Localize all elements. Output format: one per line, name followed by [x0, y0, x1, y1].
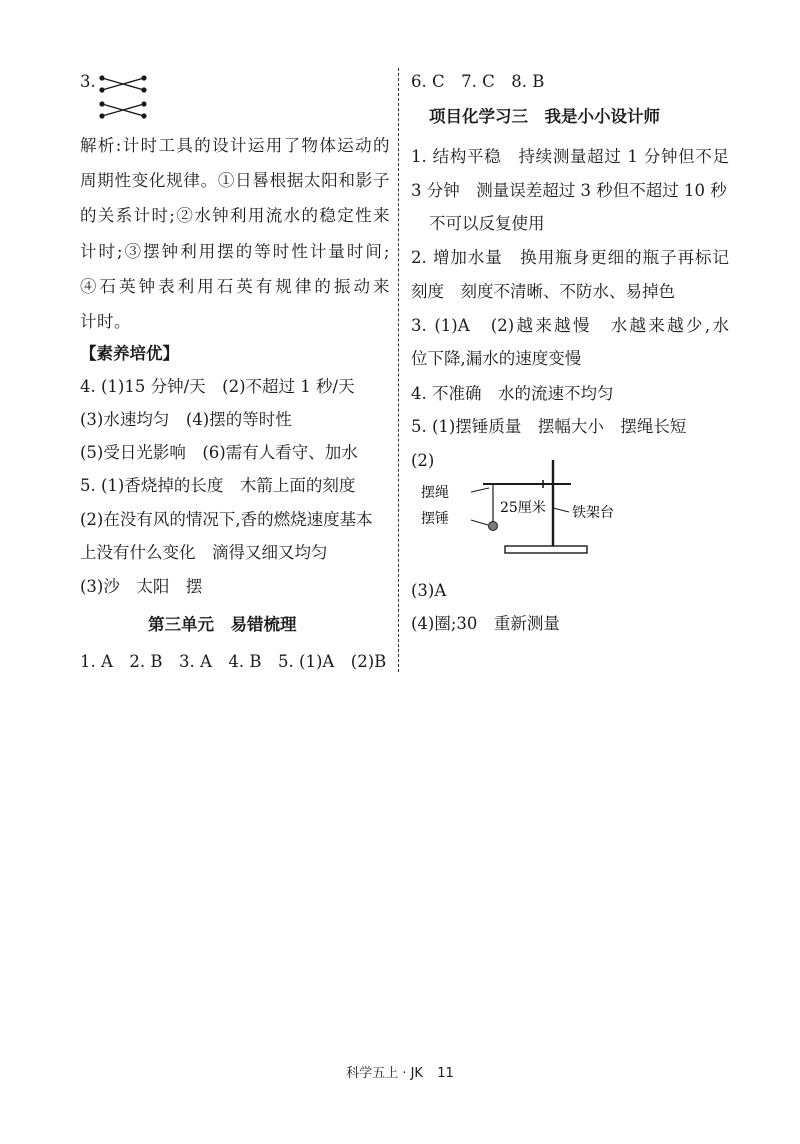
answer-line: 5. (1)摆锤质量 摆幅大小 摆绳长短	[411, 417, 687, 436]
match-dot	[141, 75, 146, 80]
label-length: 25厘米	[500, 500, 546, 516]
answer-line: 3 分钟 测量误差超过 3 秒但不超过 10 秒	[411, 181, 727, 200]
pendulum-diagram	[421, 454, 671, 564]
match-dot	[141, 101, 146, 106]
page-footer	[0, 1062, 800, 1081]
answer-line: 1. 结构平稳 持续测量超过 1 分钟但不足	[411, 147, 729, 166]
answer-line: (2)在没有风的情况下,香的燃烧速度基本	[80, 510, 373, 529]
label-rope: 摆绳	[421, 485, 449, 501]
answer-line: (3)沙 太阳 摆	[80, 577, 203, 596]
match-dot	[99, 87, 104, 92]
answer-line: (3)水速均匀 (4)摆的等时性	[80, 410, 292, 429]
answer-line: 位下降,漏水的速度变慢	[411, 349, 582, 368]
answer-line: 刻度 刻度不清晰、不防水、易掉色	[411, 282, 675, 301]
answer-line: (2)	[411, 451, 435, 470]
answer-line: 不可以反复使用	[429, 214, 545, 233]
analysis-line: ④石英钟表利用石英有规律的振动来	[80, 277, 390, 296]
answer-line: 6. C 7. C 8. B	[411, 72, 545, 91]
page-number: 11	[437, 1066, 454, 1081]
answer-line: 3. (1)A (2)越来越慢 水越来越少,水	[411, 316, 729, 335]
answer-line: 上没有什么变化 滴得又细又均匀	[80, 543, 328, 562]
answer-line: 4. 不准确 水的流速不均匀	[411, 384, 614, 403]
column-divider	[398, 68, 399, 672]
match-dot	[99, 113, 104, 118]
label-stand: 铁架台	[572, 505, 614, 521]
analysis-line: 解析:计时工具的设计运用了物体运动的	[80, 136, 390, 155]
answer-line: (3)A	[411, 581, 447, 600]
leader-line-bob	[471, 520, 488, 525]
project-heading: 项目化学习三 我是小小设计师	[429, 107, 660, 126]
section-title-suyang: 【素养培优】	[80, 344, 179, 363]
analysis-line: 的关系计时;②水钟利用流水的稳定性来	[80, 206, 390, 225]
label-bob: 摆锤	[421, 511, 449, 527]
leader-line-rope	[471, 488, 489, 492]
analysis-line: 计时;③摆钟利用摆的等时性计量时间;	[80, 242, 390, 261]
answer-line: 1. A 2. B 3. A 4. B 5. (1)A (2)B	[80, 652, 387, 671]
question-3-number: 3.	[80, 72, 96, 91]
answer-line: 4. (1)15 分钟/天 (2)不超过 1 秒/天	[80, 377, 355, 396]
leader-line-stand	[553, 508, 569, 512]
answer-line: (5)受日光影响 (6)需有人看守、加水	[80, 443, 358, 462]
unit-heading: 第三单元 易错梳理	[148, 615, 297, 634]
analysis-line: 周期性变化规律。①日晷根据太阳和影子	[80, 171, 390, 190]
answer-line: 5. (1)香烧掉的长度 木箭上面的刻度	[80, 476, 356, 495]
matching-diagram	[94, 68, 154, 120]
answer-line: 2. 增加水量 换用瓶身更细的瓶子再标记	[411, 248, 729, 267]
match-dot	[141, 87, 146, 92]
answer-line: (4)圈;30 重新测量	[411, 614, 560, 633]
pendulum-bob	[489, 522, 498, 531]
match-dot	[99, 101, 104, 106]
stand-base	[505, 546, 587, 553]
footer-book-title: 科学五上 · JK	[346, 1066, 423, 1081]
match-dot	[99, 75, 104, 80]
match-dot	[141, 113, 146, 118]
analysis-line: 计时。	[80, 312, 131, 331]
